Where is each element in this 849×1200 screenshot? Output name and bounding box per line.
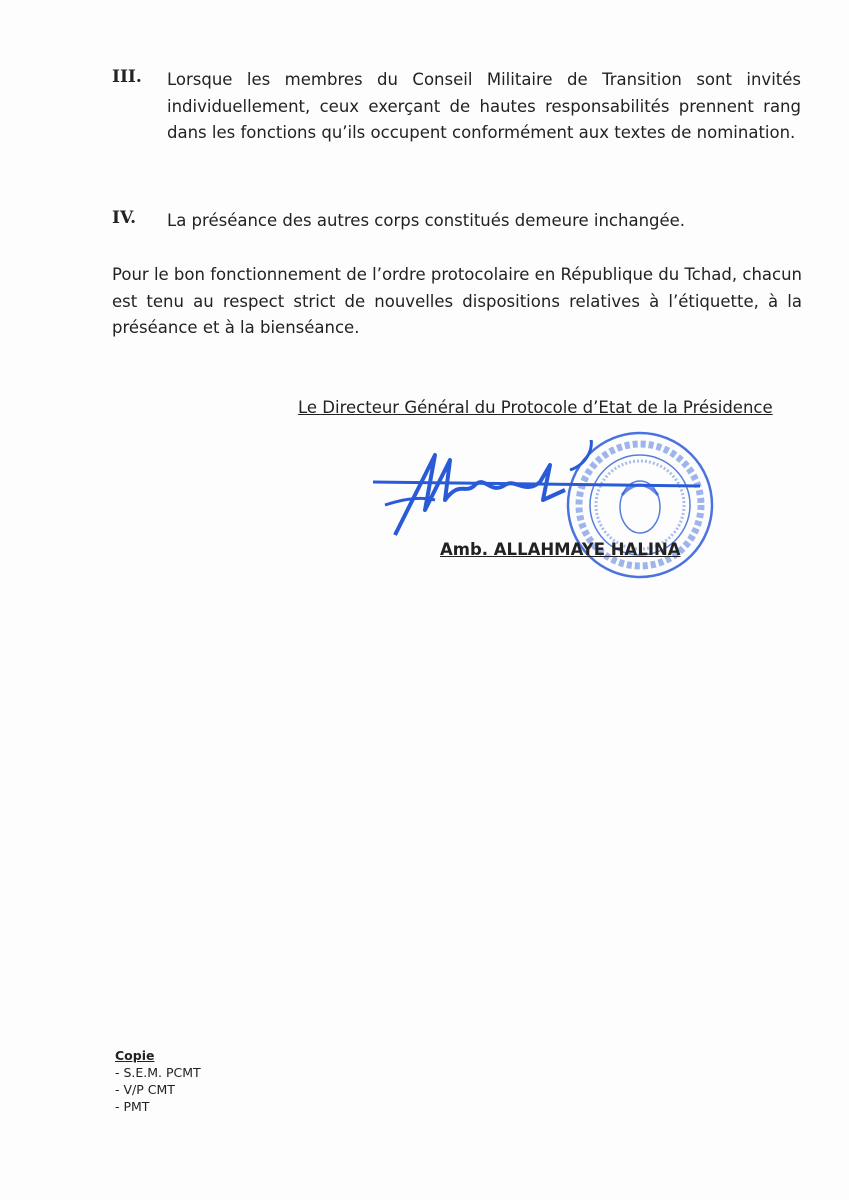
signatory-name: Amb. ALLAHMAYE HALINA <box>440 540 681 559</box>
article-text: Lorsque les membres du Conseil Militaire de Transition sont invités individuellement, ceux exerçant de hautes responsabilités prennent rang dans les fonctions qu’ils occupent conformément aux textes de nomination. <box>167 70 801 142</box>
copy-recipient: - V/P CMT <box>115 1082 175 1097</box>
article-text: La préséance des autres corps constitués demeure inchangée. <box>167 211 686 230</box>
copy-recipient: - PMT <box>115 1099 150 1114</box>
copy-recipient: - S.E.M. PCMT <box>115 1065 201 1080</box>
article-number: IV. <box>112 208 137 228</box>
article-number: III. <box>112 67 142 87</box>
signature <box>365 440 725 550</box>
copy-list <box>115 1047 201 1115</box>
signatory-title: Le Directeur Général du Protocole d’Etat de la Présidence <box>298 398 773 417</box>
closing-paragraph: Pour le bon fonctionnement de l’ordre protocolaire en République du Tchad, chacun est tenu au respect strict de nouvelles dispositions relatives à l’étiquette, à la préséance et à la bienséance. <box>112 265 802 337</box>
copy-heading: Copie <box>115 1048 155 1063</box>
